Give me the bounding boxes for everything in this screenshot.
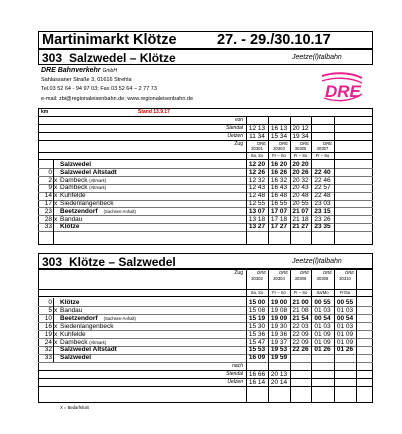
departure-time: 15 00 (248, 299, 266, 306)
table1-row-line (38, 231, 373, 232)
dre-logo-icon (320, 72, 364, 104)
dre-logo-text: DRE (325, 82, 361, 101)
departure-time: 12 32 (248, 176, 266, 184)
departure-time: 01 09 (314, 338, 331, 346)
table2-train-number: 30302 (251, 276, 263, 281)
station-km: 9 (48, 184, 52, 192)
station-note: (Sachsen-Anhalt) (103, 315, 136, 321)
station-name: Bandau (60, 306, 83, 314)
departure-time: 19 00 (270, 299, 288, 306)
departure-time: 17 27 (270, 223, 288, 231)
departure-time: 20 55 (292, 200, 309, 207)
table2-divider (38, 296, 373, 297)
company-name (41, 67, 117, 75)
departure-time: 00 55 (314, 299, 331, 306)
departure-time: 15 36 (248, 330, 266, 338)
table2-train-op: DRE (345, 270, 354, 275)
departure-time: 20 43 (292, 184, 309, 192)
station-name: Beetzendorf (60, 207, 98, 215)
departure-time: 15 08 (248, 306, 266, 314)
departure-time: 00 55 (336, 299, 354, 306)
departure-time: 21 07 (292, 207, 309, 215)
station-request-stop: x (54, 200, 58, 207)
departure-time: 01 09 (314, 330, 331, 338)
table2-train-number: 30306 (294, 276, 307, 281)
station-request-stop: x (54, 338, 58, 346)
station-note: (Sachsen-Anhalt) (103, 208, 136, 214)
event-dates: 27. - 29./30.10.17 (217, 32, 331, 48)
company-suffix: GmbH (102, 68, 117, 74)
table1-conn-time: 11 34 (249, 133, 265, 140)
station-km: 24 (44, 338, 52, 346)
station-km: 19 (44, 330, 52, 338)
station-name: Salzwedel Altstadt (60, 168, 117, 176)
departure-time: 19 09 (270, 314, 288, 322)
departure-time: 23 35 (314, 223, 331, 231)
table2-train-number: 30308 (316, 276, 329, 281)
departure-time: 19 30 (270, 322, 288, 330)
table1-zug-label: Zug (234, 141, 243, 147)
departure-time: 20 32 (292, 176, 309, 184)
departure-time: 17 18 (270, 215, 288, 223)
route-number: 303 (42, 51, 63, 65)
table1-conn-time: 16 13 (270, 125, 288, 132)
table2-train-op: DRE (300, 270, 309, 275)
table1-km-header: km (41, 109, 49, 115)
route2-number: 303 (42, 255, 63, 269)
departure-time: 22 03 (292, 322, 309, 330)
station-name: Salzwedel Altstadt (60, 346, 117, 354)
table1-col-line (53, 160, 54, 245)
departure-time: 01 26 (314, 346, 331, 354)
station-name: Salzwedel (60, 161, 92, 168)
departure-time: 12 20 (248, 161, 266, 168)
station-request-stop: x (54, 322, 58, 330)
station-name: Bandau (60, 215, 83, 223)
table1-train-days: Fr – So (293, 153, 308, 158)
departure-time: 19 53 (270, 346, 288, 354)
table2-conn-time: 16 14 (248, 379, 266, 387)
station-name: Kuhfelde (60, 192, 86, 200)
departure-time: 19 37 (270, 338, 288, 346)
table1-conn-time: 20 12 (292, 125, 309, 132)
table1-train-op: DRE (300, 141, 309, 146)
table2-col-line (246, 269, 247, 403)
departure-time: 16 09 (248, 354, 266, 362)
table2-col-line (334, 269, 335, 403)
station-request-stop: x (54, 215, 58, 223)
route2-name: Klötze – Salzwedel (69, 255, 176, 269)
table1-col-line (311, 116, 312, 245)
departure-time: 15 53 (248, 346, 266, 354)
departure-time: 16 26 (270, 168, 288, 176)
departure-time: 21 00 (292, 299, 309, 306)
table2-col-line (311, 269, 312, 403)
departure-time: 01 03 (336, 306, 354, 314)
table1-train-number: 30303 (273, 146, 285, 151)
station-km: 10 (44, 314, 52, 322)
station-km: 0 (48, 168, 52, 176)
station-km: 17 (44, 200, 52, 207)
table1-conn-label: Stendal (226, 125, 243, 131)
departure-time: 12 43 (248, 184, 266, 192)
table1-conn-time: 12 13 (248, 125, 266, 132)
table2-train-days: Fr – So (272, 290, 286, 295)
table1-train-number: 30305 (294, 146, 307, 151)
table1-train-days: Fr – So (315, 153, 330, 158)
departure-time: 00 54 (336, 314, 354, 322)
table2-train-op: DRE (279, 270, 288, 275)
route2-line-name: Jeetze(l)talbahn (292, 258, 342, 265)
table2-train-days: Sa, So (250, 290, 264, 295)
table2-nach: nach (232, 363, 243, 370)
departure-time: 23 26 (314, 215, 331, 223)
departure-time: 22 26 (292, 346, 309, 354)
table1-train-number: 30301 (251, 146, 263, 151)
departure-time: 22 46 (314, 176, 331, 184)
table1-divider (38, 159, 373, 160)
company-email: e-mail: zbi@regionaleisenbahn.de; www.regionaleisenbahn.de (41, 96, 194, 102)
station-km: 0 (48, 299, 52, 306)
station-km: 16 (44, 322, 52, 330)
table2-conn-time: 20 14 (270, 379, 288, 387)
station-km: 33 (44, 354, 52, 362)
departure-time: 16 43 (270, 184, 288, 192)
departure-time: 20 48 (292, 192, 309, 200)
table2-train-number: 30304 (273, 276, 285, 281)
station-request-stop: x (54, 176, 58, 184)
station-km: 33 (44, 223, 52, 231)
station-name: Dambeck (60, 338, 88, 346)
footnote: X = Bedarfshalt (60, 405, 89, 410)
station-name: Beetzendorf (60, 314, 98, 322)
company-phone: Tel.03 52 64 - 94 97 03; Fax 03 52 64 – 2 77 73 (41, 86, 157, 92)
station-request-stop: x (54, 330, 58, 338)
departure-time: 22 48 (314, 192, 331, 200)
table2-zug-label: Zug (234, 270, 243, 276)
table1-col-line (268, 116, 269, 245)
table1-train-days: Sa, So (250, 153, 264, 158)
table2-train-days: Sa/Mo (316, 290, 329, 295)
table1-col-line (246, 116, 247, 245)
table1-stand: Stand 13.9.17 (138, 109, 170, 115)
table1-train-op: DRE (257, 141, 266, 146)
station-km: 23 (44, 207, 52, 215)
departure-time: 19 59 (270, 354, 288, 362)
departure-time: 21 18 (292, 215, 309, 223)
departure-time: 21 54 (292, 314, 309, 322)
table2-train-days: Fr/Sa (339, 290, 351, 295)
table2-divider (38, 386, 373, 387)
departure-time: 01 09 (336, 338, 354, 346)
table2-train-op: DRE (323, 270, 332, 275)
departure-time: 22 09 (292, 330, 309, 338)
route2-header-box (38, 253, 373, 269)
table1-train-days: Fr – So (272, 153, 286, 158)
station-km: 14 (44, 192, 52, 200)
company-name-text: DRE Bahnverkehr (41, 67, 101, 74)
departure-time: 20 26 (292, 168, 309, 176)
departure-time: 22 09 (292, 338, 309, 346)
departure-time: 16 32 (270, 176, 288, 184)
company-address: Sahlassaner Straße 3, 01616 Strehla (41, 77, 132, 83)
station-request-stop: x (54, 306, 58, 314)
table1-col-line (334, 116, 335, 245)
station-km: 32 (44, 346, 52, 354)
table2-conn-label: Stendal (226, 371, 243, 378)
departure-time: 21 08 (292, 306, 309, 314)
dre-logo (320, 72, 364, 104)
table1-col-line (290, 116, 291, 245)
station-km: 5 (48, 306, 52, 314)
station-note: (Altmark) (89, 185, 107, 191)
station-note: (Altmark) (89, 339, 107, 345)
route-name: Salzwedel – Klötze (69, 51, 176, 65)
table2-conn-time: 20 13 (270, 371, 288, 379)
departure-time: 22 40 (314, 168, 331, 176)
event-title: Martinimarkt Klötze (42, 32, 177, 48)
departure-time: 19 36 (270, 330, 288, 338)
station-request-stop: x (54, 184, 58, 192)
table2-col-line (356, 269, 357, 403)
table2-col-line (268, 269, 269, 403)
departure-time: 13 18 (248, 215, 266, 223)
departure-time: 16 48 (270, 192, 288, 200)
departure-time: 21 27 (292, 223, 309, 231)
departure-time: 17 07 (270, 207, 288, 215)
table2-train-number: 30310 (339, 276, 351, 281)
table1-train-number: 30307 (316, 146, 329, 151)
table2-train-days: Fr – So (293, 290, 308, 295)
station-note: (Altmark) (89, 177, 107, 183)
station-name: Siedenlangenbeck (60, 322, 114, 330)
departure-time: 16 20 (270, 161, 288, 168)
departure-time: 13 07 (248, 207, 266, 215)
table2-train-op: DRE (257, 270, 266, 275)
station-km: 28 (44, 215, 52, 223)
station-name: Klötze (60, 299, 80, 306)
table2-col-line (53, 298, 54, 362)
route-header-box (38, 49, 373, 65)
table1-conn-time: 15 34 (270, 133, 288, 140)
station-name: Salzwedel (60, 354, 92, 362)
station-name: Siedenlangenbeck (60, 200, 114, 207)
station-name: Dambeck (60, 176, 88, 184)
table1-train-op: DRE (323, 141, 332, 146)
table1-von: von (234, 117, 243, 123)
departure-time: 12 55 (248, 200, 266, 207)
station-km: 2 (48, 176, 52, 184)
departure-time: 12 26 (248, 168, 266, 176)
departure-time: 01 03 (314, 322, 331, 330)
departure-time: 00 54 (314, 314, 331, 322)
departure-time: 01 26 (336, 346, 354, 354)
departure-time: 19 08 (270, 306, 288, 314)
table1-train-op: DRE (279, 141, 288, 146)
line-name: Jeetze(l)talbahn (292, 54, 342, 61)
departure-time: 15 19 (248, 314, 266, 322)
departure-time: 13 27 (248, 223, 266, 231)
departure-time: 16 55 (270, 200, 288, 207)
table1-conn-time: 19 34 (292, 133, 309, 140)
departure-time: 01 03 (314, 306, 331, 314)
table2-conn-time: 16 66 (248, 371, 266, 379)
departure-time: 01 09 (336, 330, 354, 338)
station-request-stop: x (54, 192, 58, 200)
departure-time: 23 03 (314, 200, 331, 207)
departure-time: 15 47 (248, 338, 266, 346)
table2-col-line (290, 269, 291, 403)
departure-time: 23 15 (314, 207, 331, 215)
station-name: Kuhfelde (60, 330, 86, 338)
station-name: Dambeck (60, 184, 88, 192)
table1-conn-label: Uelzen (227, 133, 243, 139)
header-title-box (38, 31, 373, 49)
departure-time: 20 20 (292, 161, 309, 168)
departure-time: 01 03 (336, 322, 354, 330)
departure-time: 15 30 (248, 322, 266, 330)
station-name: Klötze (60, 223, 80, 231)
departure-time: 12 48 (248, 192, 266, 200)
table2-conn-label: Uelzen (227, 379, 243, 386)
departure-time: 22 57 (314, 184, 331, 192)
